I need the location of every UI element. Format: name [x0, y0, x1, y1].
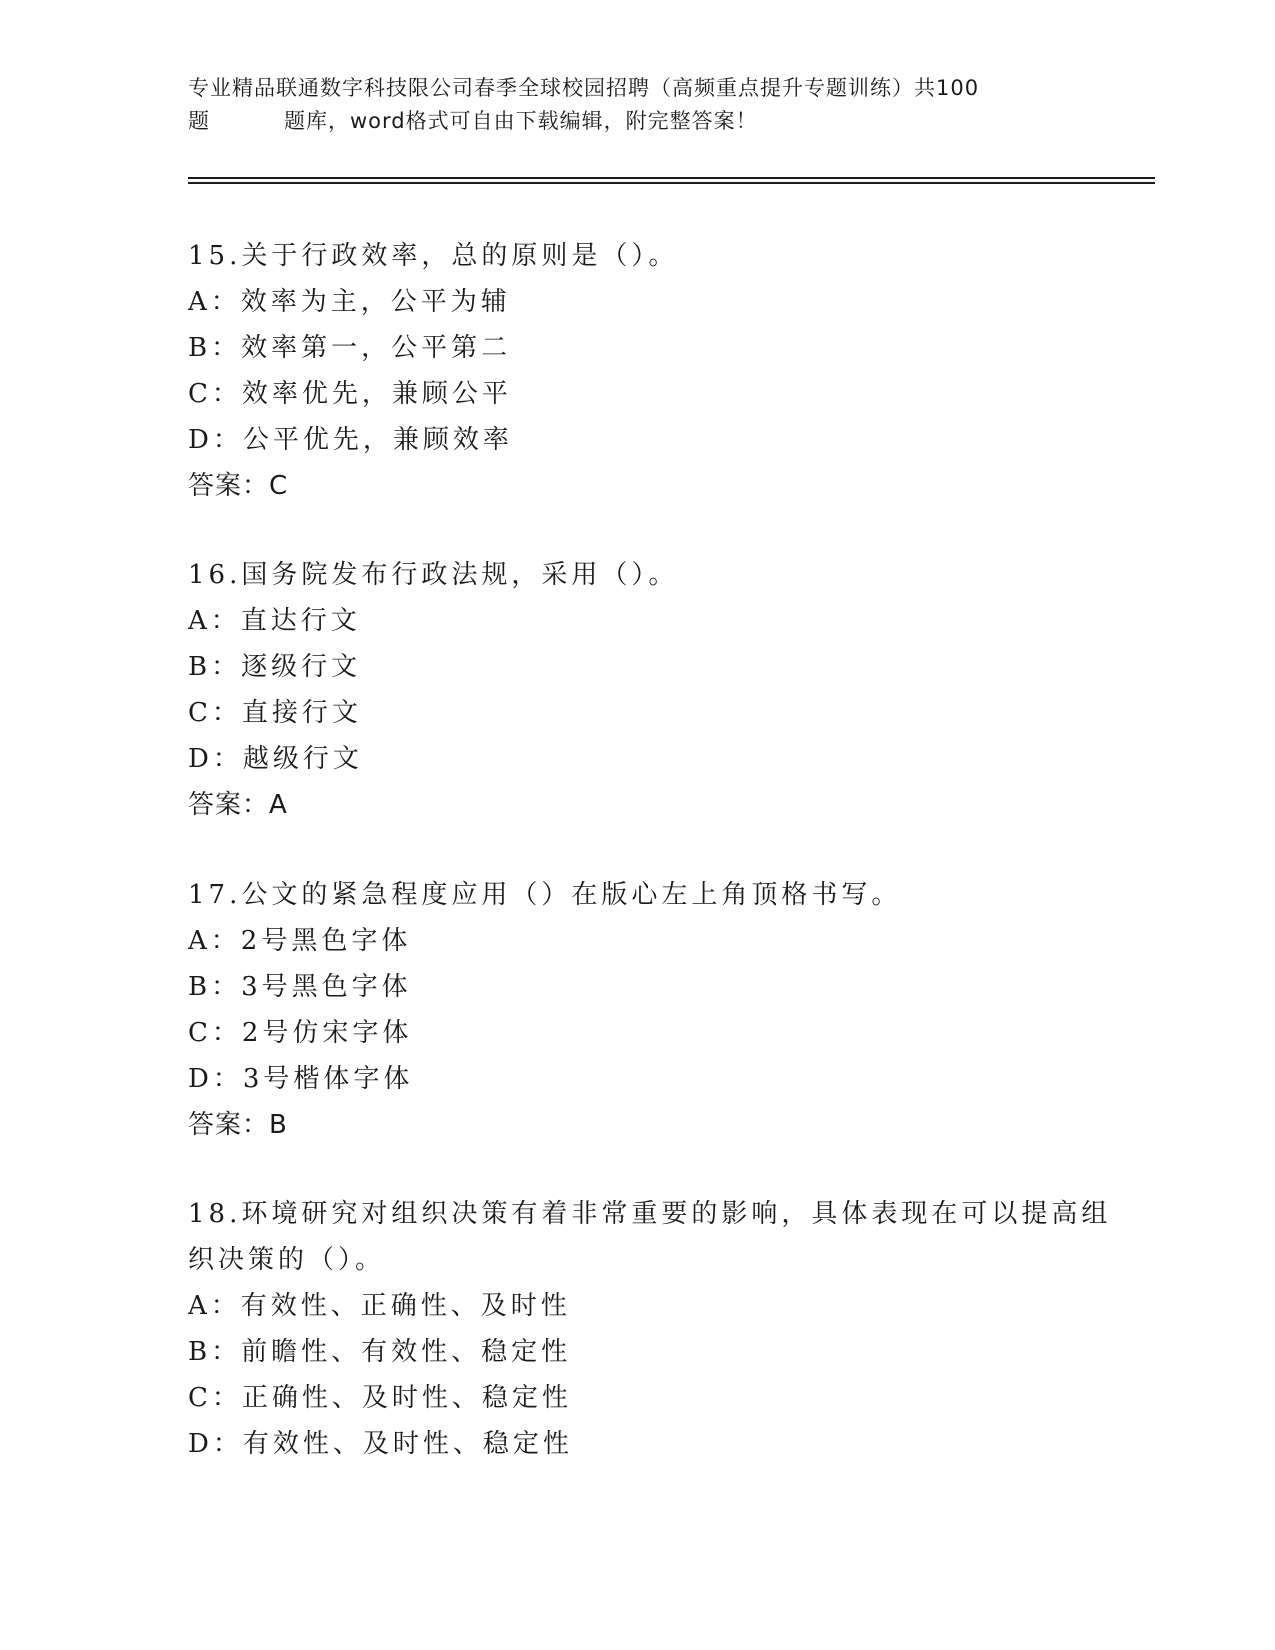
option-b: B：逐级行文 [188, 652, 362, 682]
document-header [188, 72, 1088, 138]
header-line2-left: 题 [188, 109, 210, 133]
option-c: C：正确性、及时性、稳定性 [188, 1383, 572, 1413]
question-18 [188, 1191, 1112, 1467]
answer: 答案：A [188, 790, 288, 820]
option-c: C：效率优先，兼顾公平 [188, 379, 512, 409]
option-d: D：越级行文 [188, 744, 363, 774]
option-c: C：直接行文 [188, 698, 362, 728]
answer: 答案：C [188, 471, 289, 501]
option-a: A：效率为主，公平为辅 [188, 287, 511, 317]
option-d: D：公平优先，兼顾效率 [188, 425, 513, 455]
header-divider-bottom [188, 182, 1155, 184]
question-text-line-2: 织决策的（）。 [188, 1245, 386, 1275]
option-b: B：前瞻性、有效性、稳定性 [188, 1337, 572, 1367]
question-17 [188, 872, 1088, 1148]
question-text: 17.公文的紧急程度应用（）在版心左上角顶格书写。 [188, 880, 902, 910]
answer: 答案：B [188, 1110, 288, 1140]
header-title-line-1: 专业精品联通数字科技限公司春季全球校园招聘（高频重点提升专题训练）共100 [188, 76, 980, 100]
question-text: 16.国务院发布行政法规，采用（）。 [188, 560, 679, 590]
question-16 [188, 552, 1088, 828]
option-d: D：3号楷体字体 [188, 1064, 414, 1094]
question-text-line-1: 18.环境研究对组织决策有着非常重要的影响，具体表现在可以提高组 [188, 1199, 1112, 1229]
option-b: B：3号黑色字体 [188, 972, 412, 1002]
option-d: D：有效性、及时性、稳定性 [188, 1429, 573, 1459]
question-text: 15.关于行政效率，总的原则是（）。 [188, 241, 679, 271]
header-title-line-2 [188, 105, 1088, 138]
option-c: C：2号仿宋字体 [188, 1018, 413, 1048]
option-a: A：有效性、正确性、及时性 [188, 1291, 571, 1321]
header-divider-top [188, 177, 1155, 179]
option-b: B：效率第一，公平第二 [188, 333, 512, 363]
question-15 [188, 233, 1088, 509]
option-a: A：直达行文 [188, 606, 361, 636]
header-line2-right: 题库，word格式可自由下载编辑，附完整答案！ [284, 109, 758, 133]
option-a: A：2号黑色字体 [188, 926, 412, 956]
